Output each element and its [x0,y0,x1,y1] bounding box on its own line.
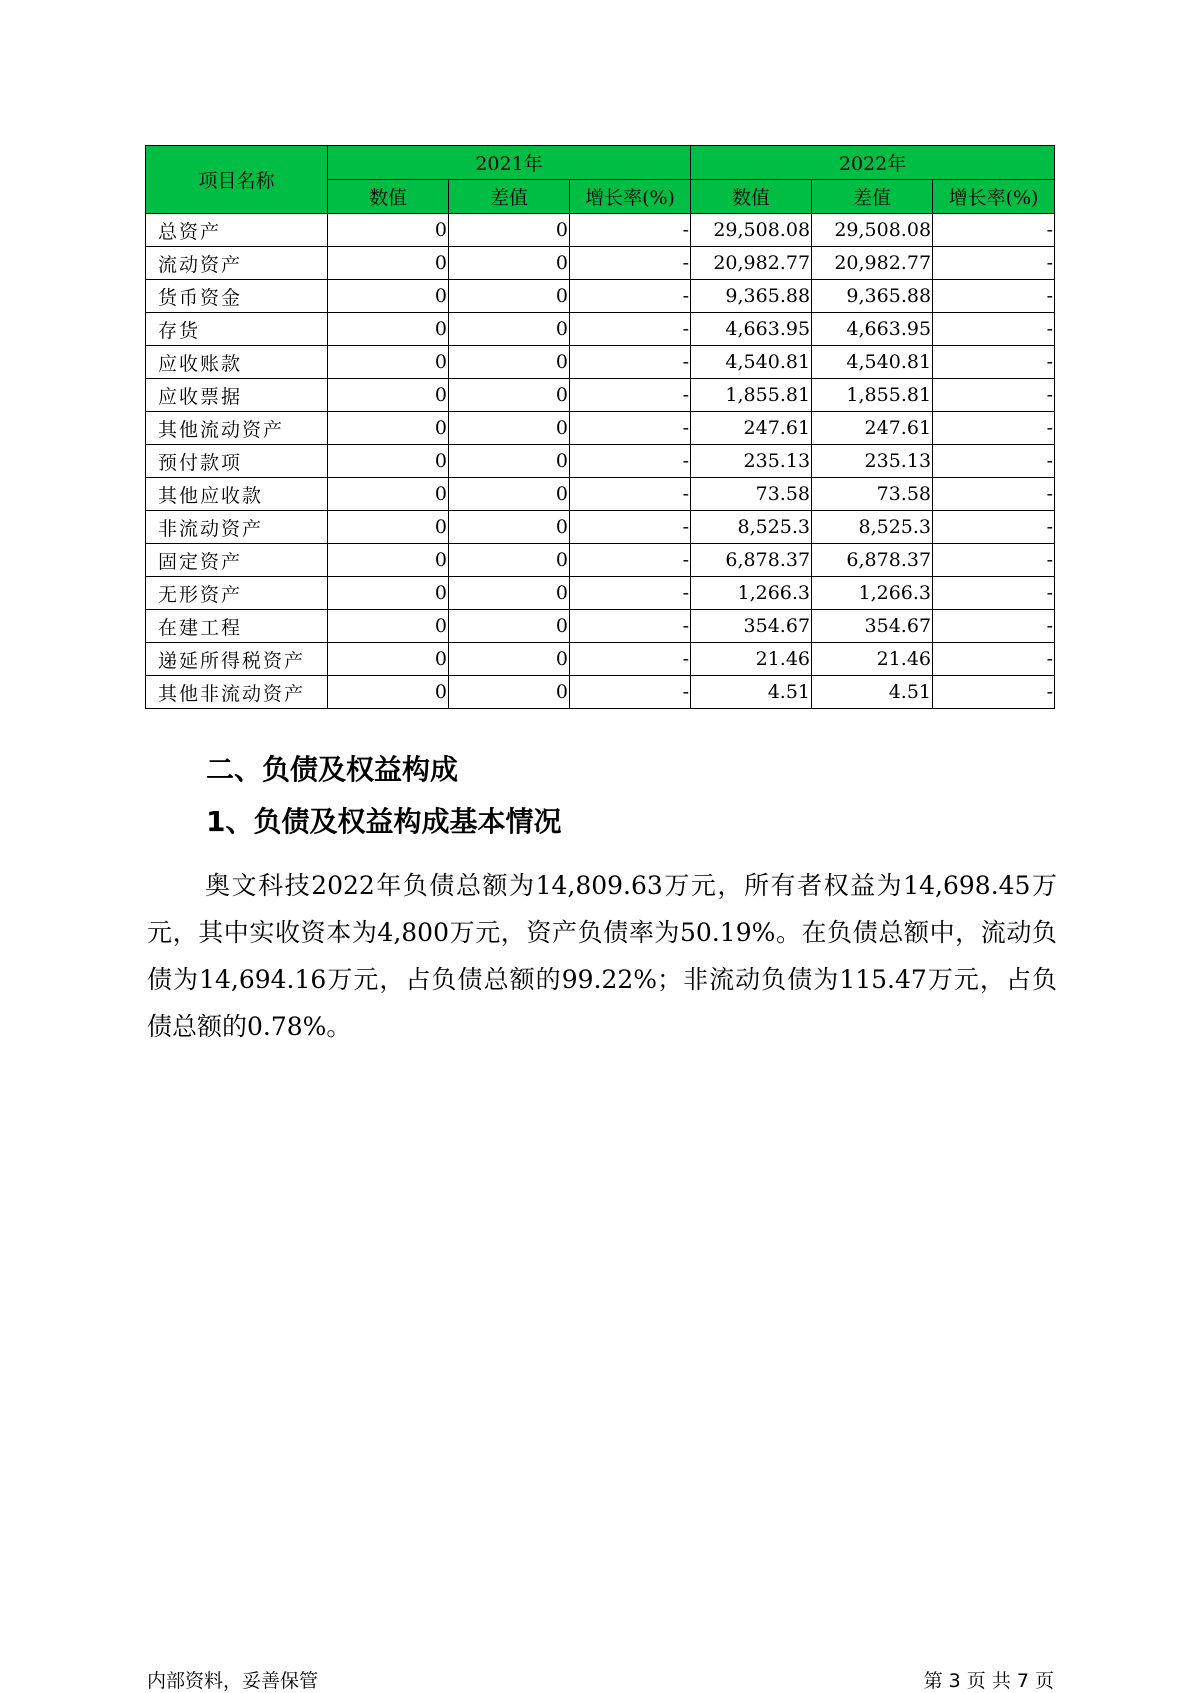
cell-2022-diff: 29,508.08 [812,214,933,247]
cell-2021-value: 0 [328,643,449,676]
table-row [146,478,1055,511]
cell-2022-diff: 9,365.88 [812,280,933,313]
header-item-name: 项目名称 [146,146,328,214]
cell-2022-diff: 20,982.77 [812,247,933,280]
table-row [146,445,1055,478]
cell-2021-diff: 0 [449,412,570,445]
table-row [146,313,1055,346]
cell-2022-growth: - [933,676,1055,709]
cell-2021-diff: 0 [449,544,570,577]
cell-2022-diff: 8,525.3 [812,511,933,544]
cell-2022-value: 354.67 [691,610,812,643]
cell-2022-diff: 4,540.81 [812,346,933,379]
cell-2022-growth: - [933,412,1055,445]
cell-2022-growth: - [933,643,1055,676]
cell-2021-value: 0 [328,610,449,643]
cell-2021-diff: 0 [449,577,570,610]
table-row [146,346,1055,379]
cell-item-name: 在建工程 [146,610,328,643]
cell-2021-value: 0 [328,346,449,379]
table-row [146,511,1055,544]
table-row [146,577,1055,610]
cell-2022-diff: 247.61 [812,412,933,445]
cell-2022-diff: 21.46 [812,643,933,676]
cell-2022-growth: - [933,445,1055,478]
cell-2021-growth: - [570,610,691,643]
table-body [146,214,1055,709]
cell-2022-value: 8,525.3 [691,511,812,544]
cell-item-name: 总资产 [146,214,328,247]
cell-2021-value: 0 [328,544,449,577]
cell-2021-growth: - [570,544,691,577]
cell-item-name: 其他应收款 [146,478,328,511]
cell-2022-diff: 1,855.81 [812,379,933,412]
cell-item-name: 其他流动资产 [146,412,328,445]
cell-2021-diff: 0 [449,511,570,544]
cell-2022-growth: - [933,379,1055,412]
cell-2021-diff: 0 [449,247,570,280]
cell-2021-growth: - [570,511,691,544]
cell-2021-growth: - [570,412,691,445]
cell-2022-diff: 235.13 [812,445,933,478]
header-2021-growth: 增长率(%) [570,180,691,214]
table-row [146,214,1055,247]
cell-2021-value: 0 [328,577,449,610]
cell-2021-growth: - [570,643,691,676]
footer-confidential-note: 内部资料，妥善保管 [147,1670,319,1692]
cell-2022-growth: - [933,346,1055,379]
cell-item-name: 无形资产 [146,577,328,610]
table-row [146,643,1055,676]
cell-2022-growth: - [933,610,1055,643]
cell-2021-diff: 0 [449,313,570,346]
cell-item-name: 其他非流动资产 [146,676,328,709]
cell-2022-value: 21.46 [691,643,812,676]
cell-2022-growth: - [933,214,1055,247]
cell-2021-value: 0 [328,478,449,511]
table-row [146,280,1055,313]
header-year-2021: 2021年 [328,146,691,180]
cell-2021-growth: - [570,676,691,709]
cell-2021-diff: 0 [449,610,570,643]
table-row [146,379,1055,412]
table-header [146,146,1055,214]
cell-item-name: 存货 [146,313,328,346]
table-row [146,544,1055,577]
header-2022-growth: 增长率(%) [933,180,1055,214]
cell-2021-value: 0 [328,445,449,478]
cell-2021-value: 0 [328,280,449,313]
cell-item-name: 递延所得税资产 [146,643,328,676]
cell-2021-growth: - [570,379,691,412]
cell-2021-value: 0 [328,676,449,709]
section-heading: 二、负债及权益构成 [206,753,459,786]
cell-item-name: 预付款项 [146,445,328,478]
cell-2022-value: 4,540.81 [691,346,812,379]
cell-2021-value: 0 [328,379,449,412]
cell-2022-diff: 4.51 [812,676,933,709]
cell-2022-growth: - [933,478,1055,511]
cell-item-name: 流动资产 [146,247,328,280]
cell-item-name: 应收账款 [146,346,328,379]
cell-2022-value: 235.13 [691,445,812,478]
cell-2021-growth: - [570,445,691,478]
cell-item-name: 固定资产 [146,544,328,577]
cell-2021-growth: - [570,346,691,379]
cell-2022-growth: - [933,544,1055,577]
cell-2022-value: 1,855.81 [691,379,812,412]
cell-2022-growth: - [933,313,1055,346]
cell-2021-diff: 0 [449,280,570,313]
cell-2021-value: 0 [328,412,449,445]
cell-2022-value: 73.58 [691,478,812,511]
table-row [146,676,1055,709]
cell-2022-value: 9,365.88 [691,280,812,313]
cell-2022-growth: - [933,577,1055,610]
cell-2022-value: 4.51 [691,676,812,709]
asset-table [145,145,1055,709]
cell-2021-growth: - [570,577,691,610]
cell-item-name: 非流动资产 [146,511,328,544]
cell-2022-value: 6,878.37 [691,544,812,577]
header-year-2022: 2022年 [691,146,1055,180]
cell-2021-growth: - [570,214,691,247]
cell-2021-diff: 0 [449,478,570,511]
section-subheading: 1、负债及权益构成基本情况 [206,805,562,838]
section-paragraph: 奥文科技2022年负债总额为14,809.63万元，所有者权益为14,698.45万元，其中实收资本为4,800万元，资产负债率为50.19%。在负债总额中，流动负债为14,694.16万元，占负债总额的99.22%；非流动负债为115.47万元，占负债总额的0.78%。 [147,871,1057,1041]
cell-2022-value: 20,982.77 [691,247,812,280]
cell-2021-growth: - [570,478,691,511]
header-2021-diff: 差值 [449,180,570,214]
cell-2021-diff: 0 [449,214,570,247]
cell-2022-growth: - [933,280,1055,313]
cell-2022-value: 1,266.3 [691,577,812,610]
cell-2021-value: 0 [328,214,449,247]
cell-2021-growth: - [570,280,691,313]
header-2022-value: 数值 [691,180,812,214]
cell-2021-diff: 0 [449,643,570,676]
cell-item-name: 货币资金 [146,280,328,313]
cell-2021-growth: - [570,313,691,346]
cell-item-name: 应收票据 [146,379,328,412]
cell-2021-value: 0 [328,511,449,544]
cell-2022-diff: 1,266.3 [812,577,933,610]
footer-page-number: 第 3 页 共 7 页 [923,1670,1054,1692]
header-2021-value: 数值 [328,180,449,214]
cell-2021-value: 0 [328,247,449,280]
cell-2022-value: 247.61 [691,412,812,445]
cell-2021-diff: 0 [449,676,570,709]
cell-2021-value: 0 [328,313,449,346]
table-row [146,610,1055,643]
table-row [146,412,1055,445]
cell-2022-diff: 4,663.95 [812,313,933,346]
cell-2022-value: 29,508.08 [691,214,812,247]
cell-2022-diff: 354.67 [812,610,933,643]
cell-2022-diff: 73.58 [812,478,933,511]
cell-2022-growth: - [933,511,1055,544]
table-row [146,247,1055,280]
header-2022-diff: 差值 [812,180,933,214]
cell-2021-diff: 0 [449,445,570,478]
cell-2022-value: 4,663.95 [691,313,812,346]
cell-2021-diff: 0 [449,379,570,412]
cell-2022-growth: - [933,247,1055,280]
cell-2022-diff: 6,878.37 [812,544,933,577]
cell-2021-growth: - [570,247,691,280]
cell-2021-diff: 0 [449,346,570,379]
